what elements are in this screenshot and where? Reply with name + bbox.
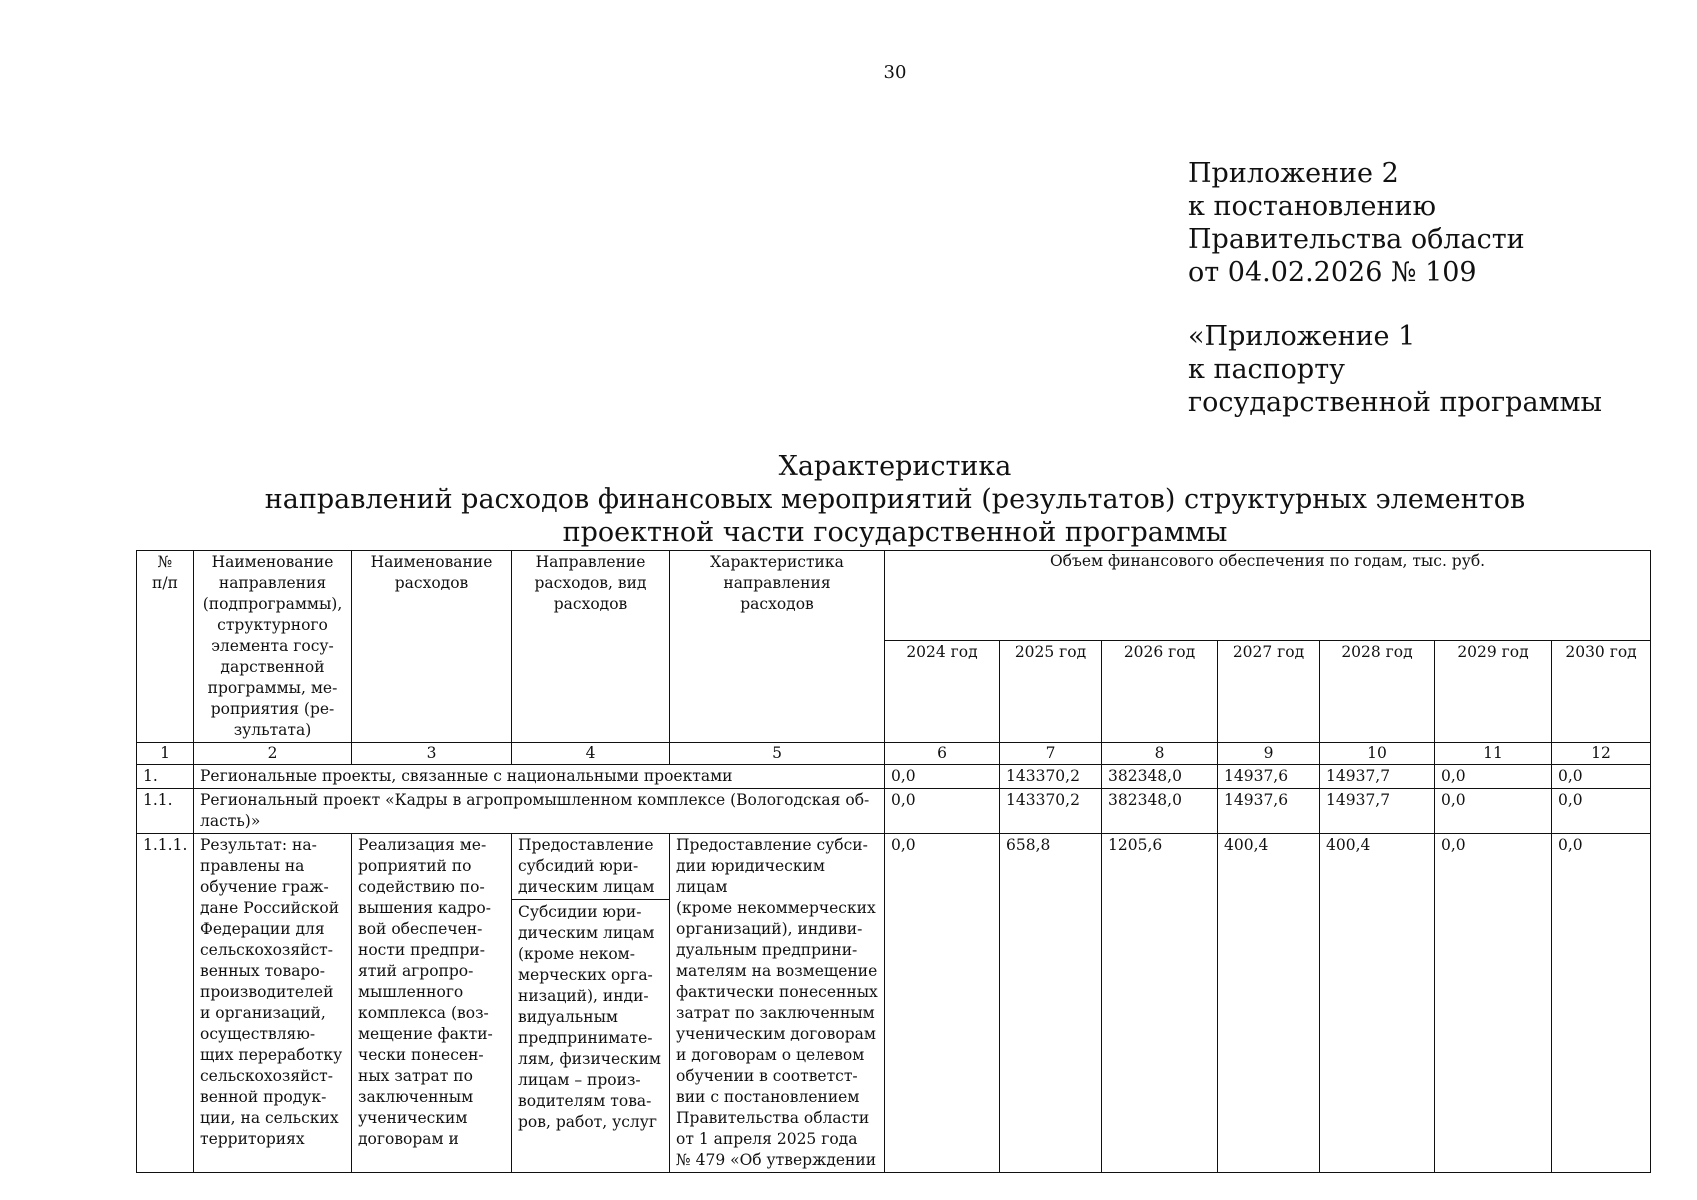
row-value: 400,4 bbox=[1320, 834, 1435, 1173]
expense-type-bottom: Субсидии юри- дическим лицам (кроме неком- мерческих орга- низаций), инди- видуальным предпринимате- лям, физическим лицам – произ- водителям това- ров, работ, услуг bbox=[518, 903, 661, 1131]
row-value: 382348,0 bbox=[1102, 789, 1218, 834]
row-expense-name: Реализация ме- роприятий по содействию по- вышения кадро- вой обеспечен- ности предпри- ятий агропро- мышленного комплекса (воз- мещение факти- чески понесен- ных затрат по заключенным ученическим договорам и bbox=[352, 834, 512, 1173]
header-year: 2027 год bbox=[1218, 640, 1320, 742]
row-value: 658,8 bbox=[1000, 834, 1102, 1173]
appendix-block bbox=[1188, 157, 1525, 289]
appendix-ref-line: к паспорту bbox=[1188, 354, 1346, 385]
title-line: направлений расходов финансовых мероприятий (результатов) структурных элементов bbox=[264, 484, 1526, 515]
header-year: 2024 год bbox=[885, 640, 1000, 742]
row-expense-type bbox=[512, 834, 670, 1173]
title-line: проектной части государственной программы bbox=[562, 517, 1228, 548]
row-value: 0,0 bbox=[885, 789, 1000, 834]
column-number: 2 bbox=[194, 743, 352, 765]
appendix-line: от 04.02.2026 № 109 bbox=[1188, 257, 1477, 288]
title-line: Характеристика bbox=[778, 451, 1012, 482]
header-characteristic: Характеристика направления расходов bbox=[670, 551, 885, 743]
column-number: 6 bbox=[885, 743, 1000, 765]
appendix-ref-line: государственной программы bbox=[1188, 387, 1603, 418]
appendix-line: к постановлению bbox=[1188, 191, 1436, 222]
header-year: 2029 год bbox=[1435, 640, 1552, 742]
row-name: Региональные проекты, связанные с национальными проектами bbox=[194, 765, 885, 789]
header-year: 2026 год bbox=[1102, 640, 1218, 742]
row-value: 0,0 bbox=[1552, 789, 1651, 834]
appendix-line: Приложение 2 bbox=[1188, 158, 1399, 189]
column-number: 12 bbox=[1552, 743, 1651, 765]
row-name: Региональный проект «Кадры в агропромышленном комплексе (Вологодская об- ласть)» bbox=[194, 789, 885, 834]
row-value: 1205,6 bbox=[1102, 834, 1218, 1173]
column-number: 8 bbox=[1102, 743, 1218, 765]
appendix-ref-block bbox=[1188, 320, 1602, 419]
row-value: 143370,2 bbox=[1000, 765, 1102, 789]
column-number: 7 bbox=[1000, 743, 1102, 765]
header-year: 2030 год bbox=[1552, 640, 1651, 742]
row-value: 14937,6 bbox=[1218, 765, 1320, 789]
column-number: 11 bbox=[1435, 743, 1552, 765]
document-title bbox=[0, 450, 1697, 549]
header-year: 2025 год bbox=[1000, 640, 1102, 742]
column-numbers-row bbox=[137, 743, 1651, 765]
row-num: 1.1. bbox=[137, 789, 194, 834]
row-value: 400,4 bbox=[1218, 834, 1320, 1173]
row-value: 0,0 bbox=[1552, 834, 1651, 1173]
column-number: 3 bbox=[352, 743, 512, 765]
row-direction-name: Результат: на- правлены на обучение граж- дане Российской Федерации для сельскохозяйст- венных товаро- производителей и организаций, осуществляю- щих переработку сельскохозяйст- венной продук- ции, на сельских территориях bbox=[194, 834, 352, 1173]
row-value: 0,0 bbox=[1552, 765, 1651, 789]
header-expense-type: Направление расходов, вид расходов bbox=[512, 551, 670, 743]
row-value: 0,0 bbox=[885, 765, 1000, 789]
row-num: 1. bbox=[137, 765, 194, 789]
header-direction-name: Наименование направления (подпрограммы), структурного элемента госу- дарственной программы, ме- роприятия (ре- зультата) bbox=[194, 551, 352, 743]
row-num: 1.1.1. bbox=[137, 834, 194, 1173]
row-value: 143370,2 bbox=[1000, 789, 1102, 834]
table-row bbox=[137, 789, 1651, 834]
column-number: 5 bbox=[670, 743, 885, 765]
row-characteristic: Предоставление субси- дии юридическим лицам (кроме некоммерческих организаций), индиви- дуальным предприни- мателям на возмещение фактически понесенных затрат по заключенным ученическим договорам и договорам о целевом обучении в соответст- вии с постановлением Правительства области от 1 апреля 2025 года № 479 «Об утверждении bbox=[670, 834, 885, 1173]
column-number: 4 bbox=[512, 743, 670, 765]
column-number: 1 bbox=[137, 743, 194, 765]
header-row bbox=[137, 551, 1651, 641]
row-value: 14937,6 bbox=[1218, 789, 1320, 834]
column-number: 9 bbox=[1218, 743, 1320, 765]
expense-type-top: Предоставление субсидий юри- дическим лицам bbox=[512, 835, 669, 900]
appendix-ref-line: «Приложение 1 bbox=[1188, 321, 1416, 352]
header-year: 2028 год bbox=[1320, 640, 1435, 742]
page-number: 30 bbox=[883, 62, 907, 83]
row-value: 0,0 bbox=[1435, 789, 1552, 834]
table-row bbox=[137, 834, 1651, 1173]
header-expense-name: Наименование расходов bbox=[352, 551, 512, 743]
row-value: 0,0 bbox=[1435, 765, 1552, 789]
header-funding-group: Объем финансового обеспечения по годам, тыс. руб. bbox=[885, 551, 1651, 641]
row-value: 382348,0 bbox=[1102, 765, 1218, 789]
row-value: 0,0 bbox=[1435, 834, 1552, 1173]
row-value: 14937,7 bbox=[1320, 765, 1435, 789]
table-row bbox=[137, 765, 1651, 789]
appendix-line: Правительства области bbox=[1188, 224, 1525, 255]
row-value: 14937,7 bbox=[1320, 789, 1435, 834]
column-number: 10 bbox=[1320, 743, 1435, 765]
row-value: 0,0 bbox=[885, 834, 1000, 1173]
header-num: № п/п bbox=[137, 551, 194, 743]
expenses-table bbox=[136, 550, 1651, 1173]
